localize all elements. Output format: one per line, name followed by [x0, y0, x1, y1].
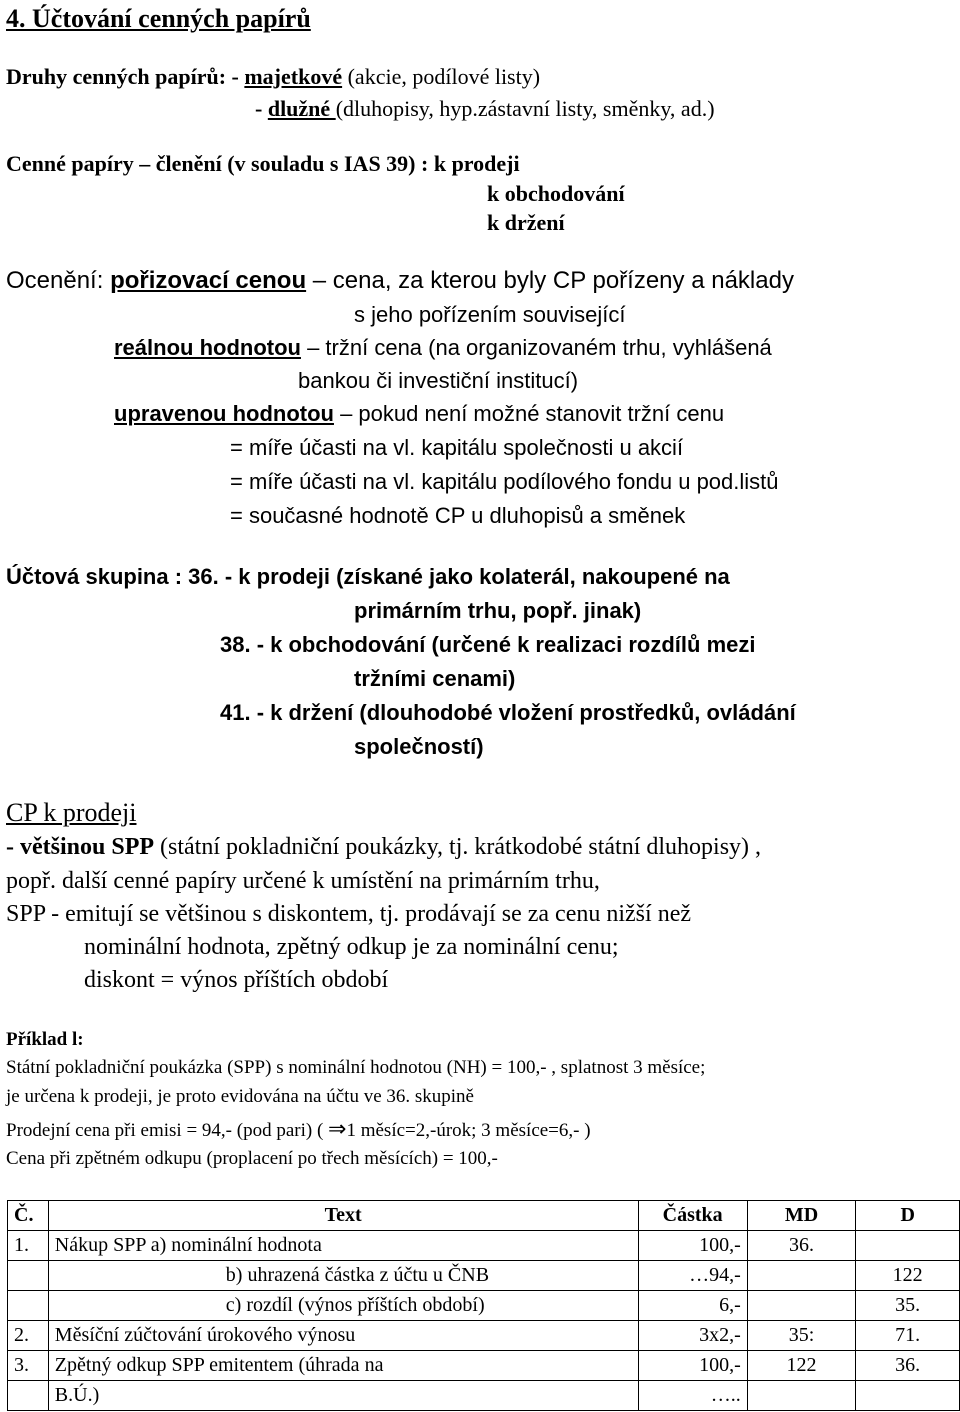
- majetkove-term: majetkové: [244, 64, 343, 89]
- header-text: Text: [48, 1201, 638, 1231]
- dluzne-examples: (dluhopisy, hyp.zástavní listy, směnky, ad.): [335, 96, 715, 121]
- row-amount: 6,-: [638, 1291, 747, 1321]
- cp-prodeji-line-1: [6, 835, 761, 859]
- header-md: MD: [747, 1201, 856, 1231]
- table-row: [8, 1321, 960, 1351]
- realnou-desc: – tržní cena (na organizovaném trhu, vyhlášená: [300, 335, 772, 360]
- oceneni-line-7: = míře účasti na vl. kapitálu podílového fondu u pod.listů: [230, 469, 779, 494]
- porizovaci-term: pořizovací cenou: [110, 267, 307, 294]
- oceneni-line-4: bankou či investiční institucí): [298, 368, 579, 393]
- priklad-line-4: Cena při zpětném odkupu (proplacení po třech měsících) = 100,-: [6, 1148, 498, 1169]
- row-text: Zpětný odkup SPP emitentem (úhrada na: [48, 1351, 638, 1381]
- row-md: [747, 1291, 856, 1321]
- row-num: [8, 1261, 49, 1291]
- row-d: [856, 1381, 960, 1411]
- header-amount: Částka: [638, 1201, 747, 1231]
- table-row: [8, 1351, 960, 1381]
- urok-text: 1 měsíc=2,-úrok; 3 měsíce=6,- ): [346, 1120, 591, 1141]
- priklad-heading: Příklad l:: [6, 1029, 84, 1050]
- row-num: 1.: [8, 1231, 49, 1261]
- row-amount: …94,-: [638, 1261, 747, 1291]
- skupina-line-4: tržními cenami): [354, 666, 516, 691]
- row-text: c) rozdíl (výnos příštích období): [48, 1291, 638, 1321]
- row-text: B.Ú.): [48, 1381, 638, 1411]
- row-num: [8, 1291, 49, 1321]
- row-d: 122: [856, 1261, 960, 1291]
- cp-prodeji-heading: CP k prodeji: [6, 798, 137, 827]
- row-text: Měsíční zúčtování úrokového výnosu: [48, 1321, 638, 1351]
- row-amount: 100,-: [638, 1231, 747, 1261]
- spp-desc: (státní pokladniční poukázky, tj. krátkodobé státní dluhopisy) ,: [154, 834, 762, 860]
- druhy-dash: -: [255, 96, 268, 121]
- priklad-line-3: [6, 1118, 591, 1140]
- cleneni-line-1: Cenné papíry – členění (v souladu s IAS 39) : k prodeji: [6, 151, 520, 176]
- druhy-line-1: [6, 66, 540, 88]
- oceneni-line-1: [6, 269, 794, 293]
- oceneni-line-8: = současné hodnotě CP u dluhopisů a směnek: [230, 503, 686, 528]
- oceneni-line-3: [114, 337, 772, 359]
- accounting-table: [7, 1200, 960, 1411]
- skupina-line-1: Účtová skupina : 36. - k prodeji (získané jako kolaterál, nakoupené na: [6, 564, 730, 589]
- skupina-line-3: 38. - k obchodování (určené k realizaci rozdílů mezi: [220, 632, 756, 657]
- oceneni-line-2: s jeho pořízením související: [354, 302, 626, 327]
- cp-prodeji-line-5: diskont = výnos příštích období: [84, 967, 389, 993]
- cp-prodeji-line-3: SPP - emitují se většinou s diskontem, tj. prodávají se za cenu nižší než: [6, 901, 691, 927]
- druhy-label: Druhy cenných papírů: -: [6, 64, 245, 89]
- skupina-line-5: 41. - k držení (dlouhodobé vložení prostředků, ovládání: [220, 700, 796, 725]
- oceneni-label: Ocenění:: [6, 267, 111, 294]
- row-md: 36.: [747, 1231, 856, 1261]
- cp-prodeji-line-2: popř. další cenné papíry určené k umístění na primárním trhu,: [6, 868, 600, 894]
- prodejni-cena-text: Prodejní cena při emisi = 94,- (pod pari) (: [6, 1120, 329, 1141]
- priklad-line-1: Státní pokladniční poukázka (SPP) s nominální hodnotou (NH) = 100,- , splatnost 3 měsíce;: [6, 1057, 706, 1078]
- header-num: Č.: [8, 1201, 49, 1231]
- row-num: 3.: [8, 1351, 49, 1381]
- oceneni-line-6: = míře účasti na vl. kapitálu společnosti u akcií: [230, 435, 684, 460]
- row-amount: 100,-: [638, 1351, 747, 1381]
- upravenou-desc: – pokud není možné stanovit tržní cenu: [333, 401, 725, 426]
- row-amount: 3x2,-: [638, 1321, 747, 1351]
- row-d: 36.: [856, 1351, 960, 1381]
- row-md: [747, 1261, 856, 1291]
- skupina-line-2: primárním trhu, popř. jinak): [354, 598, 642, 623]
- row-text: b) uhrazená částka z účtu u ČNB: [48, 1261, 638, 1291]
- row-md: 35:: [747, 1321, 856, 1351]
- cp-prodeji-line-4: nominální hodnota, zpětný odkup je za nominální cenu;: [84, 934, 619, 960]
- skupina-line-6: společností): [354, 734, 484, 759]
- upravenou-term: upravenou hodnotou: [114, 401, 334, 426]
- row-md: 122: [747, 1351, 856, 1381]
- cleneni-line-2: k obchodování: [487, 181, 625, 206]
- row-md: [747, 1381, 856, 1411]
- implies-arrow-icon: ⇒: [328, 1116, 347, 1141]
- row-num: [8, 1381, 49, 1411]
- spp-term: - většinou SPP: [6, 834, 155, 860]
- row-d: [856, 1231, 960, 1261]
- row-text: Nákup SPP a) nominální hodnota: [48, 1231, 638, 1261]
- row-amount: …..: [638, 1381, 747, 1411]
- majetkove-examples: (akcie, podílové listy): [342, 64, 541, 89]
- table-row: [8, 1291, 960, 1321]
- realnou-term: reálnou hodnotou: [114, 335, 301, 360]
- table-row: [8, 1261, 960, 1291]
- page-title: 4. Účtování cenných papírů: [6, 4, 311, 33]
- druhy-line-2: [255, 98, 715, 120]
- porizovaci-desc: – cena, za kterou byly CP pořízeny a náklady: [306, 267, 794, 294]
- table-header-row: [8, 1201, 960, 1231]
- row-d: 35.: [856, 1291, 960, 1321]
- row-num: 2.: [8, 1321, 49, 1351]
- dluzne-term: dlužné: [267, 96, 336, 121]
- table-row: [8, 1231, 960, 1261]
- header-d: D: [856, 1201, 960, 1231]
- row-d: 71.: [856, 1321, 960, 1351]
- cleneni-line-3: k držení: [487, 210, 565, 235]
- oceneni-line-5: [114, 403, 724, 425]
- priklad-line-2: je určena k prodeji, je proto evidována na účtu ve 36. skupině: [6, 1086, 474, 1107]
- table-row: [8, 1381, 960, 1411]
